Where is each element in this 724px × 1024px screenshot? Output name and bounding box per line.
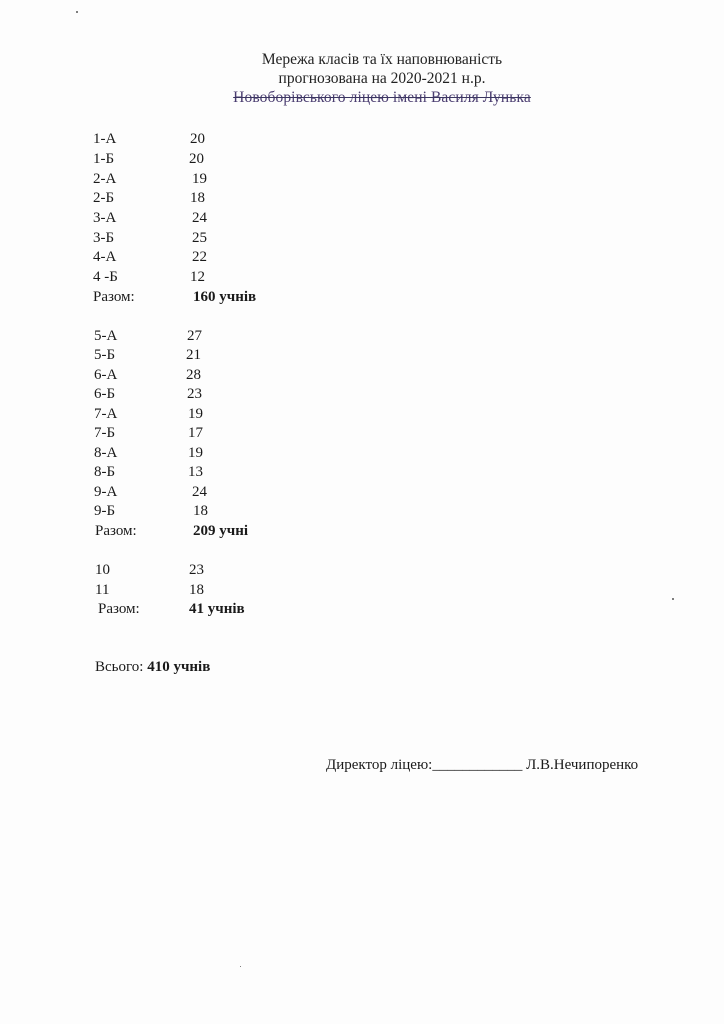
class-name: 7-Б (94, 425, 116, 441)
student-count: 13 (188, 464, 203, 480)
student-count: 18 (189, 582, 204, 598)
class-name: 5-А (94, 328, 118, 344)
student-count: 17 (188, 425, 203, 441)
student-count: 24 (192, 210, 207, 226)
scan-speck (672, 598, 674, 600)
student-count: 21 (186, 347, 201, 363)
subtotal-label: Разом: (98, 601, 140, 617)
class-name: 4 -Б (93, 269, 118, 285)
student-count: 25 (192, 230, 207, 246)
student-count: 27 (187, 328, 202, 344)
subtotal-value: 160 учнів (193, 289, 257, 305)
signature-line (326, 756, 638, 774)
class-name: 11 (95, 582, 110, 598)
signature-role: Директор ліцею: (326, 757, 433, 773)
student-count: 23 (187, 386, 202, 402)
class-name: 3-А (93, 210, 117, 226)
student-count: 20 (189, 151, 204, 167)
student-count: 18 (190, 190, 205, 206)
class-name: 7-А (94, 406, 118, 422)
student-count: 23 (189, 562, 204, 578)
signature-name: Л.В.Нечипоренко (526, 757, 639, 773)
class-name: 8-А (94, 445, 118, 461)
student-count: 12 (190, 269, 205, 285)
grand-total-label: Всього: (95, 659, 144, 675)
subtotal-value: 41 учнів (189, 601, 245, 617)
class-name: 6-А (94, 367, 118, 383)
class-name: 9-А (94, 484, 118, 500)
grand-total (95, 658, 210, 676)
signature-blank: ____________ (432, 757, 523, 773)
subtotal-value: 209 учні (193, 523, 249, 539)
student-count: 20 (190, 131, 205, 147)
student-count: 28 (186, 367, 201, 383)
class-name: 2-Б (93, 190, 115, 206)
class-name: 9-Б (94, 503, 116, 519)
class-name: 8-Б (94, 464, 116, 480)
student-count: 19 (188, 406, 203, 422)
student-count: 19 (188, 445, 203, 461)
student-count: 22 (192, 249, 207, 265)
class-name: 4-А (93, 249, 117, 265)
subtotal-label: Разом: (95, 523, 137, 539)
class-name: 6-Б (94, 386, 116, 402)
scan-speck (240, 966, 241, 967)
title-line-1: Мережа класів та їх наповнюваність (261, 51, 503, 68)
student-count: 19 (192, 171, 207, 187)
class-name: 1-А (93, 131, 117, 147)
class-name: 2-А (93, 171, 117, 187)
student-count: 18 (193, 503, 208, 519)
scan-speck (76, 11, 78, 13)
title-line-2: прогнозована на 2020-2021 н.р. (278, 70, 486, 87)
class-name: 1-Б (93, 151, 115, 167)
class-name: 10 (95, 562, 110, 578)
student-count: 24 (192, 484, 207, 500)
school-name: Новоборівського ліцею імені Василя Лунька (233, 89, 531, 106)
subtotal-label: Разом: (93, 289, 135, 305)
grand-total-value: 410 учнів (147, 659, 211, 675)
class-name: 5-Б (94, 347, 116, 363)
document-header (40, 50, 724, 107)
class-name: 3-Б (93, 230, 115, 246)
